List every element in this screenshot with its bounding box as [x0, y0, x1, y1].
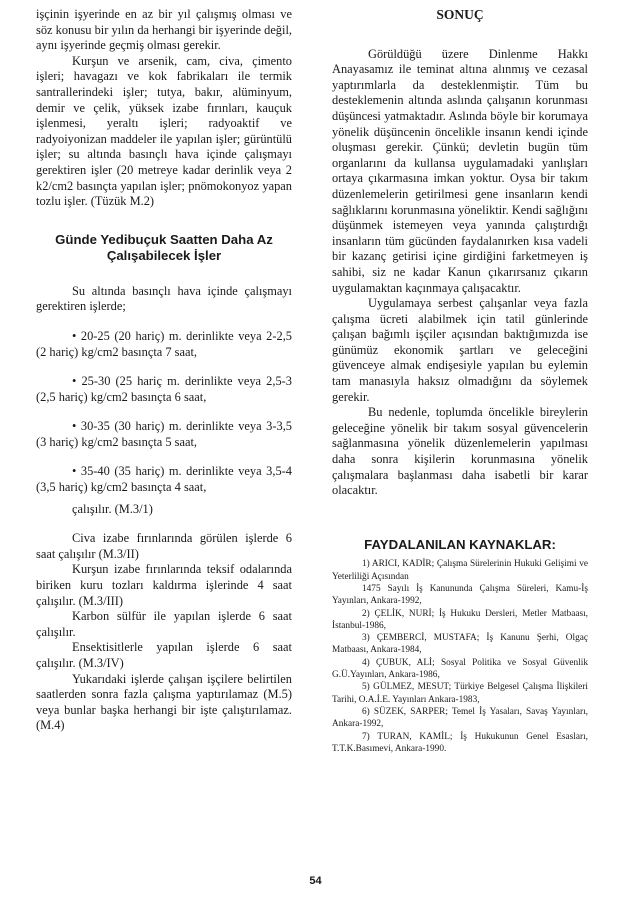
paragraph-intro: işçinin işyerinde en az bir yıl çalışmış olması ve söz konusu bir yılın da herhangi bir işyerinde değil, aynı işyerinde geçmiş olması gerekir. [36, 7, 292, 53]
references-list [332, 558, 588, 755]
references-heading: FAYDALANILAN KAYNAKLAR: [364, 536, 556, 552]
reference-item: 1475 Sayılı İş Kanununda Çalışma Süreleri, Kamu-İş Yayınları, Ankara-1992, [332, 584, 588, 607]
reference-item: 5) GÜLMEZ, MESUT; Türkiye Belgesel Çalışma İlişkileri Tarihi, O.A.İ.E. Yayınları Ankara-1983, [332, 682, 588, 705]
paragraph-sonuc-3: Bu nedenle, toplumda öncelikle bireylerin geleceğine yönelik bir takım sosyal güvencelerin sağlanmasına yönelik düzenlemelerin yapılması daha sonra kişilerin korunmasına yönelik çalışmalara başlanması daha isabetli bir karar olacaktır. [332, 405, 588, 498]
paragraph-ensektisit: Ensektisitlerle yapılan işlerde 6 saat çalışılır. (M.3/IV) [36, 640, 292, 670]
reference-item: 2) ÇELİK, NURİ; İş Hukuku Dersleri, Metler Matbaası, İstanbul-1986, [332, 608, 588, 631]
reference-item: 7) TURAN, KAMİL; İş Hukukunun Genel Esasları, T.T.K.Basımevi, Ankara-1990. [332, 731, 588, 754]
right-column [332, 7, 588, 755]
section-heading-sonuc: SONUÇ [436, 7, 484, 22]
page-number: 54 [309, 875, 322, 887]
paragraph-civa: Civa izabe fırınlarında görülen işlerde 6 saat çalışılır (M.3/II) [36, 531, 292, 561]
reference-item: 1) ARICI, KADİR; Çalışma Sürelerinin Hukuki Gelişimi ve Yeterliliği Açısından [332, 559, 588, 582]
reference-item: 3) ÇEMBERCİ, MUSTAFA; İş Kanunu Şerhi, Olgaç Matbaası, Ankara-1984, [332, 633, 588, 656]
paragraph-kursun-izabe: Kurşun izabe fırınlarında teksif odalarında biriken kuru tozları kaldırma işlerinde 4 saat çalışılır. (M.3/III) [36, 562, 292, 608]
bullet-item: • 30-35 (30 hariç) m. derinlikte veya 3-3,5 (3 hariç) kg/cm2 basınçta 5 saat, [36, 419, 292, 449]
bullet-item: • 20-25 (20 hariç) m. derinlikte veya 2-2,5 (2 hariç) kg/cm2 basınçta 7 saat, [36, 328, 292, 359]
paragraph-karbon: Karbon sülfür ile yapılan işlerde 6 saat çalışılır. [36, 609, 292, 639]
paragraph-sonuc-2: Uygulamaya serbest çalışanlar veya fazla çalışma ücreti alabilmek için tatil günlerinde çalışan bağımlı işçiler açısından baktığımızda ise günümüz ekonomik şartları ve geleceğini güvenceye almak endişesiyle yapılan bu eylemin tam manasıyla haksız olmadığını da söylemek gerekir. [332, 296, 588, 404]
reference-item: 6) SÜZEK, SARPER; Temel İş Yasaları, Savaş Yayınları, Ankara-1992, [332, 706, 588, 730]
paragraph-yukaridaki: Yukarıdaki işlerde çalışan işçilere belirtilen saatlerden sonra fazla çalışma yaptırılamaz (M.5) veya bunlar başka herhangi bir işte çalıştırılamaz. (M.4) [36, 671, 292, 733]
paragraph-calisilir: çalışılır. (M.3/1) [72, 501, 153, 516]
reference-item: 4) ÇUBUK, ALİ; Sosyal Politika ve Sosyal Güvenlik G.Ü.Yayınları, Ankara-1986, [332, 657, 588, 681]
paragraph-su-altinda: Su altında basınçlı hava içinde çalışmayı gerektiren işlerde; [36, 283, 292, 314]
left-column [36, 7, 292, 734]
paragraph-sonuc-1: Görüldüğü üzere Dinlenme Hakkı Anayasamız ile teminat altına alınmış ve cezasal yaptırımlarla da desteklenmiştir. Tüm bu desteklemenin altında aslında çalışanın korunması düşüncesi yatmaktadır. Aslında böyle bir korumaya yönelik düşüncenin öncelikle insanın kendi içinde oluşması gerekir. Çünkü; devletin bugün tüm organlarını da kullansa uygulamadaki yanlışları ortaya çıkarmasına imkan yoktur. Oysa bir takım düzenlemelerin getirilmesi gene insanların kendi sağlıklarını korunmasına yöneliktir. Kendi sağlığını düşünmek istemeyen veya yanında çalıştırdığı insanların tüm gücünden faydalanırken kısa vadeli bir kazanç getirisi içine girdiğini farketmeyen iş sahibi, siz ne kadar Kanun çıkarırsanız çıkarın uygulamaktan kaçınmaya çalışacaktır. [332, 46, 588, 295]
bullet-item: • 35-40 (35 hariç) m. derinlikte veya 3,5-4 (3,5 hariç) kg/cm2 basınçta 4 saat, [36, 464, 292, 495]
section-heading-yedibucuk: Günde Yedibuçuk Saatten Daha Az Çalışabilecek İşler [55, 231, 273, 263]
bullet-item: • 25-30 (25 hariç m. derinlikte veya 2,5-3 (2,5 hariç) kg/cm2 basınçta 6 saat, [36, 374, 292, 404]
paragraph-kursun: Kurşun ve arsenik, cam, civa, çimento işleri; havagazı ve kok fabrikaları ile termik santrallerindeki işler; tutya, bakır, alüminyum, demir ve çelik, yüksek izabe fırınları, kauçuk işlenmesi, yeraltı işleri; radyoaktif ve radyoiyonizan maddeler ile yapılan işler; gürüntülü işler; su altında basınçlı hava içinde çalışmayı gerektiren işler (20 metreye kadar derinlik veya 2 k2/cm2 basınçta yapılan işler; pnömokonyoz yapan tozlu işler. (Tüzük M.2) [36, 53, 292, 209]
